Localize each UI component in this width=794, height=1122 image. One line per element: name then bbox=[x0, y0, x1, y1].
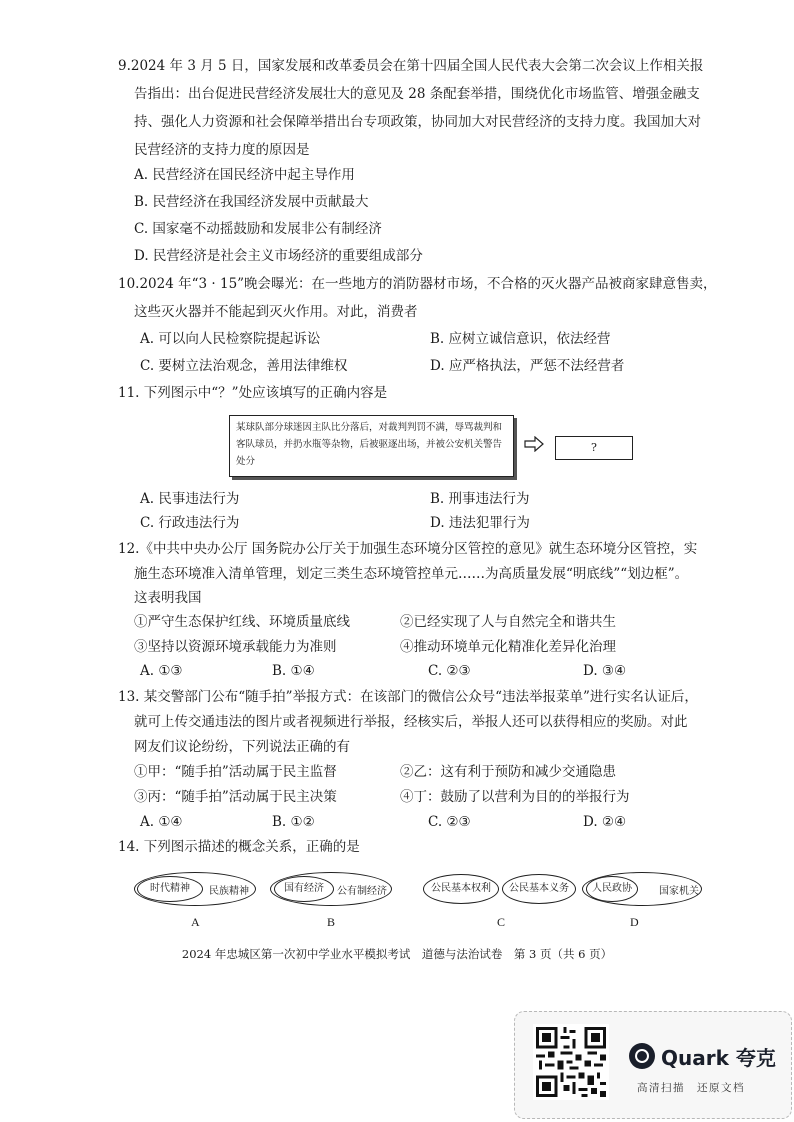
q13-line-1: 13. 某交警部门公布“随手拍”举报方式：在该部门的微信公众号“违法举报菜单”进行实名认证后， bbox=[118, 689, 698, 705]
q13-item-1: ①甲：“随手拍”活动属于民主监督 bbox=[134, 764, 337, 780]
diagram-b-inner-ellipse bbox=[274, 876, 334, 902]
q11-option-d: D. 违法犯罪行为 bbox=[430, 515, 530, 531]
q9-line-4: 民营经济的支持力度的原因是 bbox=[134, 142, 310, 158]
q12-item-3: ③坚持以资源环境承载能力为准则 bbox=[134, 639, 337, 655]
q12-line-1: 12.《中共中央办公厅 国务院办公厅关于加强生态环境分区管控的意见》就生态环境分区管控，实 bbox=[118, 541, 698, 557]
q13-item-4: ④丁：鼓励了以营利为目的的举报行为 bbox=[400, 789, 630, 805]
quark-watermark bbox=[514, 1011, 792, 1119]
q13-option-d: D. ②④ bbox=[583, 814, 627, 830]
q9-line-1: 9.2024 年 3 月 5 日，国家发展和改革委员会在第十四届全国人民代表大会第二次会议上作相关报 bbox=[118, 58, 704, 74]
quark-brand-name: Quark 夸克 bbox=[661, 1045, 776, 1070]
diagram-d-inner-ellipse bbox=[586, 876, 638, 902]
q13-line-3: 网友们议论纷纷，下列说法正确的有 bbox=[134, 739, 350, 755]
q10-option-a: A. 可以向人民检察院提起诉讼 bbox=[140, 331, 321, 347]
q13-line-2: 就可上传交通违法的图片或者视频进行举报，经核实后，举报人还可以获得相应的奖励。对此 bbox=[134, 714, 688, 730]
diagram-c-label: C bbox=[497, 915, 506, 929]
q10-option-d: D. 应严格执法，严惩不法经营者 bbox=[430, 358, 625, 374]
q12-option-b: B. ①④ bbox=[272, 663, 315, 679]
q13-item-2: ②乙：这有利于预防和减少交通隐患 bbox=[400, 764, 616, 780]
diagram-a-outer-label: 民族精神 bbox=[209, 886, 249, 897]
diagram-a-inner-ellipse bbox=[137, 876, 203, 902]
diagram-d-outer-label: 国家机关 bbox=[659, 886, 699, 897]
right-arrow-icon bbox=[524, 436, 544, 452]
diagram-c-left-label: 公民基本权利 bbox=[431, 883, 491, 894]
q11-scenario-box: 某球队部分球迷因主队比分落后，对裁判判罚不满，辱骂裁判和客队球员，并扔水瓶等杂物，后被驱逐出场，并被公安机关警告处分 bbox=[229, 415, 514, 477]
q12-item-2: ②已经实现了人与自然完全和谐共生 bbox=[400, 614, 616, 630]
q12-option-c: C. ②③ bbox=[428, 663, 471, 679]
q13-option-c: C. ②③ bbox=[428, 814, 471, 830]
q12-item-4: ④推动环境单元化精准化差异化治理 bbox=[400, 639, 616, 655]
q10-option-b: B. 应树立诚信意识，依法经营 bbox=[430, 331, 611, 347]
q11-answer-box: ? bbox=[555, 436, 633, 460]
q12-line-3: 这表明我国 bbox=[134, 590, 202, 606]
quark-logo-icon bbox=[629, 1043, 655, 1069]
diagram-d-label: D bbox=[630, 915, 639, 929]
page-footer: 2024 年忠城区第一次初中学业水平模拟考试 道德与法治试卷 第 3 页（共 6 页） bbox=[181, 947, 613, 961]
q12-item-1: ①严守生态保护红线、环境质量底线 bbox=[134, 614, 350, 630]
q11-option-c: C. 行政违法行为 bbox=[140, 515, 240, 531]
q14-stem: 14. 下列图示描述的概念关系，正确的是 bbox=[118, 839, 360, 855]
q9-option-b: B. 民营经济在我国经济发展中贡献最大 bbox=[134, 194, 369, 210]
diagram-b-outer-label: 公有制经济 bbox=[337, 886, 387, 897]
diagram-c-right-ellipse bbox=[502, 874, 576, 904]
q11-option-a: A. 民事违法行为 bbox=[140, 491, 240, 507]
quark-logo bbox=[629, 1042, 776, 1070]
q13-option-b: B. ①② bbox=[272, 814, 315, 830]
diagram-d-inner-label: 人民政协 bbox=[592, 883, 632, 894]
q10-option-c: C. 要树立法治观念，善用法律维权 bbox=[140, 358, 348, 374]
q13-item-3: ③丙：“随手拍”活动属于民主决策 bbox=[134, 789, 337, 805]
q9-line-2: 告指出：出台促进民营经济发展壮大的意见及 28 条配套举措，围绕优化市场监管、增强金融支 bbox=[134, 86, 700, 102]
q13-option-a: A. ①④ bbox=[140, 814, 183, 830]
q12-line-2: 施生态环境准入清单管理，划定三类生态环境管控单元……为高质量发展“明底线”“划边框”。 bbox=[134, 566, 689, 582]
diagram-c-right-label: 公民基本义务 bbox=[509, 883, 569, 894]
q11-stem: 11. 下列图示中“？”处应该填写的正确内容是 bbox=[118, 385, 388, 401]
q11-option-b: B. 刑事违法行为 bbox=[430, 491, 530, 507]
quark-tagline: 高清扫描 还原文档 bbox=[637, 1082, 745, 1094]
q9-option-a: A. 民营经济在国民经济中起主导作用 bbox=[134, 167, 355, 183]
q10-line-2: 这些灭火器并不能起到灭火作用。对此，消费者 bbox=[134, 304, 418, 320]
diagram-b-inner-label: 国有经济 bbox=[284, 883, 324, 894]
qr-code-icon bbox=[533, 1024, 609, 1100]
q9-option-d: D. 民营经济是社会主义市场经济的重要组成部分 bbox=[134, 248, 423, 264]
diagram-b-label: B bbox=[327, 915, 336, 929]
q12-option-a: A. ①③ bbox=[140, 663, 183, 679]
q9-option-c: C. 国家毫不动摇鼓励和发展非公有制经济 bbox=[134, 221, 382, 237]
q12-option-d: D. ③④ bbox=[583, 663, 627, 679]
diagram-a-inner-label: 时代精神 bbox=[150, 883, 190, 894]
q9-line-3: 持、强化人力资源和社会保障举措出台专项政策，协同加大对民营经济的支持力度。我国加大对 bbox=[134, 114, 701, 130]
diagram-c-left-ellipse bbox=[423, 874, 499, 904]
q10-line-1: 10.2024 年“3 · 15”晚会曝光：在一些地方的消防器材市场，不合格的灭火器产品被商家肆意售卖， bbox=[118, 276, 717, 292]
diagram-a-label: A bbox=[191, 915, 200, 929]
